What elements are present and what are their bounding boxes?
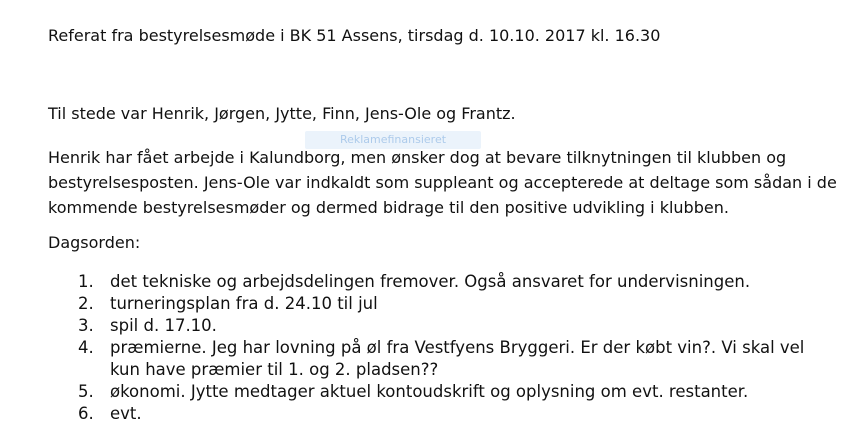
- paragraph-line: bestyrelsesposten. Jens-Ole var indkaldt som suppleant og accepterede at deltage som sådan i de: [48, 173, 837, 192]
- agenda-item-text: økonomi. Jytte medtager aktuel kontoudskrift og oplysning om evt. restanter.: [110, 382, 749, 401]
- agenda-item-text: præmierne. Jeg har lovning på øl fra Vestfyens Bryggeri. Er der købt vin?. Vi skal vel kun have præmier til 1. og 2. pladsen??: [110, 338, 805, 379]
- agenda-item-number: 6.: [78, 404, 94, 423]
- attendees-line: Til stede var Henrik, Jørgen, Jytte, Finn, Jens-Ole og Frantz.: [48, 104, 516, 123]
- agenda-item: [78, 271, 838, 293]
- document-heading: Referat fra bestyrelsesmøde i BK 51 Assens, tirsdag d. 10.10. 2017 kl. 16.30: [48, 26, 661, 45]
- intro-paragraph: [48, 145, 838, 220]
- watermark-overlay: Reklamefinansieret: [305, 131, 481, 149]
- agenda-item-number: 4.: [78, 338, 94, 357]
- agenda-item-text: spil d. 17.10.: [110, 316, 217, 335]
- agenda-label: Dagsorden:: [48, 233, 141, 252]
- agenda-item: [78, 337, 838, 381]
- agenda-item-text: evt.: [110, 404, 142, 423]
- agenda-item: [78, 293, 838, 315]
- agenda-item: [78, 315, 838, 337]
- agenda-item-number: 2.: [78, 294, 94, 313]
- agenda-item-number: 1.: [78, 272, 94, 291]
- paragraph-line: kommende bestyrelsesmøder og dermed bidrage til den positive udvikling i klubben.: [48, 198, 729, 217]
- agenda-item-number: 3.: [78, 316, 94, 335]
- agenda-item-number: 5.: [78, 382, 94, 401]
- agenda-item: [78, 381, 838, 403]
- agenda-item-text: turneringsplan fra d. 24.10 til jul: [110, 294, 378, 313]
- agenda-list: [78, 271, 838, 425]
- agenda-item-text: det tekniske og arbejdsdelingen fremover. Også ansvaret for undervisningen.: [110, 272, 751, 291]
- paragraph-line: Henrik har fået arbejde i Kalundborg, men ønsker dog at bevare tilknytningen til klubben og: [48, 148, 787, 167]
- agenda-item: [78, 403, 838, 425]
